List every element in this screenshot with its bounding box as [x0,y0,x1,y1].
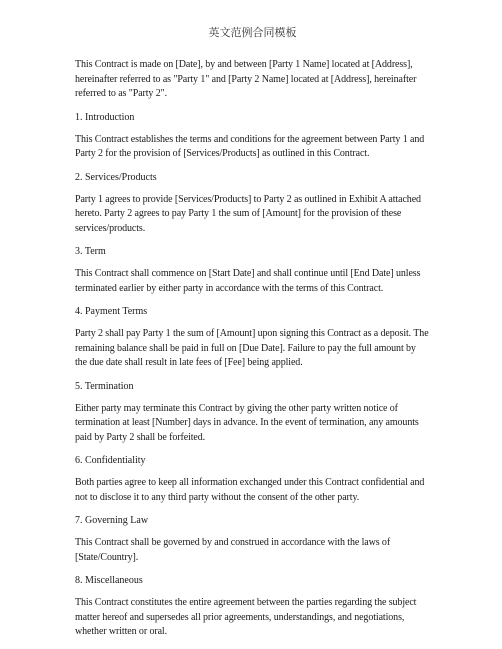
section-miscellaneous [75,574,430,640]
section-body: Party 2 shall pay Party 1 the sum of [Amount] upon signing this Contract as a deposit. The remaining balance shall be paid in full on [Due Date]. Failure to pay the full amount by the due date shall result in late fees of [Fee] being applied. [75,328,429,368]
section-body: This Contract constitutes the entire agreement between the parties regarding the subject matter hereof and supersedes all prior agreements, understandings, and negotiations, whether written or oral. [75,597,417,637]
section-services-products [75,171,430,237]
intro-paragraph: This Contract is made on [Date], by and between [Party 1 Name] located at [Address], hereinafter referred to as "Party 1" and [Party 2 Name] located at [Address], hereinafter referred to as "Party 2". [75,59,417,99]
section-body: Either party may terminate this Contract by giving the other party written notice of termination at least [Number] days in advance. In the event of termination, any amounts paid by Party 2 shall be forfeited. [75,402,419,443]
section-confidentiality [75,454,430,505]
section-introduction [75,111,430,162]
section-body: This Contract shall be governed by and construed in accordance with the laws of [State/Country]. [75,537,391,563]
document-body [75,25,430,649]
document-title: 英文范例合同模板 [208,26,297,39]
section-heading: 4. Payment Terms [75,306,148,317]
section-body: Party 1 agrees to provide [Services/Products] to Party 2 as outlined in Exhibit A attached hereto. Party 2 agrees to pay Party 1 the sum of [Amount] for the provision of these services/products. [75,193,421,234]
section-body: This Contract establishes the terms and conditions for the agreement between Party 1 and Party 2 for the provision of [Services/Products] as outlined in this Contract. [75,133,425,159]
section-governing-law [75,514,430,565]
section-body: Both parties agree to keep all information exchanged under this Contract confidential and not to disclose it to any third party without the consent of the other party. [75,477,425,503]
section-heading: 2. Services/Products [75,171,157,183]
section-heading: 6. Confidentiality [75,455,146,466]
section-heading: 5. Termination [75,380,134,392]
section-heading: 8. Miscellaneous [75,575,143,586]
section-heading: 1. Introduction [75,111,135,123]
section-term [75,245,430,296]
section-payment-terms [75,305,430,371]
section-body: This Contract shall commence on [Start Date] and shall continue until [End Date] unless terminated earlier by either party in accordance with the terms of this Contract. [75,268,421,294]
section-heading: 7. Governing Law [75,515,149,526]
section-heading: 3. Term [75,246,106,257]
section-termination [75,380,430,446]
